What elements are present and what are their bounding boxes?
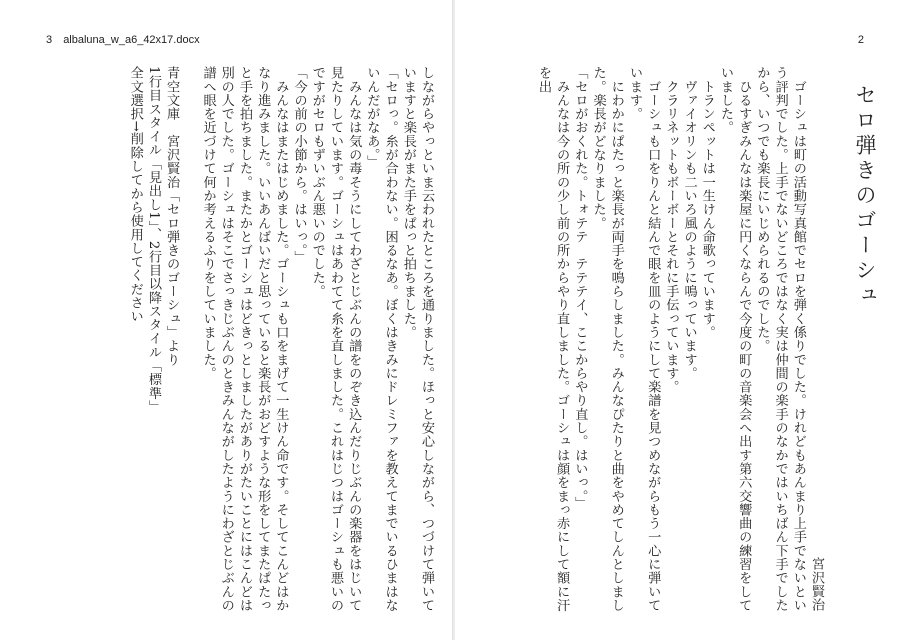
vertical-text-body-left (35, 66, 435, 618)
page-number: 2 (857, 34, 864, 46)
page-header-right (858, 34, 864, 46)
usage-note: 全文選択→削除してから使用してください (127, 66, 143, 324)
page-2 (455, 0, 908, 640)
body-paragraph: クラリネットもボーボーとそれに手伝っています。 (663, 66, 679, 394)
body-paragraph: 「セロがおくれた。トォテテ テテテイ、ここからやり直し。はいっ。」 (572, 66, 588, 510)
body-paragraph: トランペットは一生けん命歌っています。 (699, 66, 715, 339)
style-note: 1行目スタイル「見出し1」、2行目以降スタイル「標準」 (145, 66, 161, 414)
body-paragraph: にわかにぱたっと楽長が両手を鳴らしました。みんなぴたりと曲をやめてしんとしました。楽長がどなりました。 (590, 66, 624, 612)
page-number: 3 (46, 34, 53, 46)
body-paragraph: ゴーシュも口をりんと結んで眼を皿のようにして楽譜を見つめながらもう一心に弾いています。 (626, 66, 661, 612)
body-paragraph: 「セロっ。糸が合わない。困るなあ。ぼくはきみにドレミファを教えてまでいるひまはないんだがなあ。」 (364, 66, 398, 612)
vertical-text-body-right (478, 66, 878, 618)
page-header-left (46, 34, 200, 46)
author-name: 宮沢賢治 (809, 557, 824, 612)
body-paragraph: ヴァイオリンも二いろ風のように鳴っています。 (681, 66, 697, 380)
page-3 (0, 0, 453, 640)
body-paragraph: しながらやっといま云われたところを通りました。ほっと安心しながら、つづけて弾いていますと楽長がまた手をぱっと拍ちました。 (400, 66, 434, 612)
body-paragraph: みんなはまたはじめました。ゴーシュも口をまげて一生けん命です。そしてこんどはかなり進みました。いいあんばいだと思っていると楽長がおどすような形をしてまたぱたっと手を拍ちました。またかとゴーシュはどきっとしましたがありがたいことにはこんどは別の人でした。ゴーシュはそこでさっきじぶんのときみんながしたようにわざとじぶんの譜へ眼を近づけて何か考えるふりをしていました。 (200, 66, 289, 612)
body-paragraph: ゴーシュは町の活動写真館でセロを弾く係りでした。けれどもあんまり上手でないという評判でした。上手でないどころではなく実は仲間の楽手のなかではいちばん下手でしたから、いつでも楽長にいじめられるのでした。 (754, 66, 806, 612)
body-paragraph: みんなは気の毒そうにしてわざとじぶんの譜をのぞき込んだりじぶんの楽器をはじいて見たりしています。ゴーシュはあわてて糸を直しました。これはじつはゴーシュも悪いのですがセロもずいぶん悪いのでした。 (309, 66, 362, 612)
body-paragraph: ひるすぎみんなは楽屋に円くならんで今度の町の音楽会へ出す第六交響曲の練習をしていました。 (717, 66, 752, 612)
source-note: 青空文庫 宮沢賢治「セロ弾きのゴーシュ」より (164, 66, 180, 367)
header-filename: albaluna_w_a6_42x17.docx (63, 34, 200, 46)
story-title: セロ弾きのゴーシュ (853, 84, 877, 309)
body-paragraph: 「今の前の小節から。はいっ。」 (291, 66, 307, 265)
body-paragraph: みんなは今の所の少し前の所からやり直しました。ゴーシュは顔をまっ赤にして額に汗を出 (535, 66, 570, 612)
blank-line (180, 66, 198, 618)
